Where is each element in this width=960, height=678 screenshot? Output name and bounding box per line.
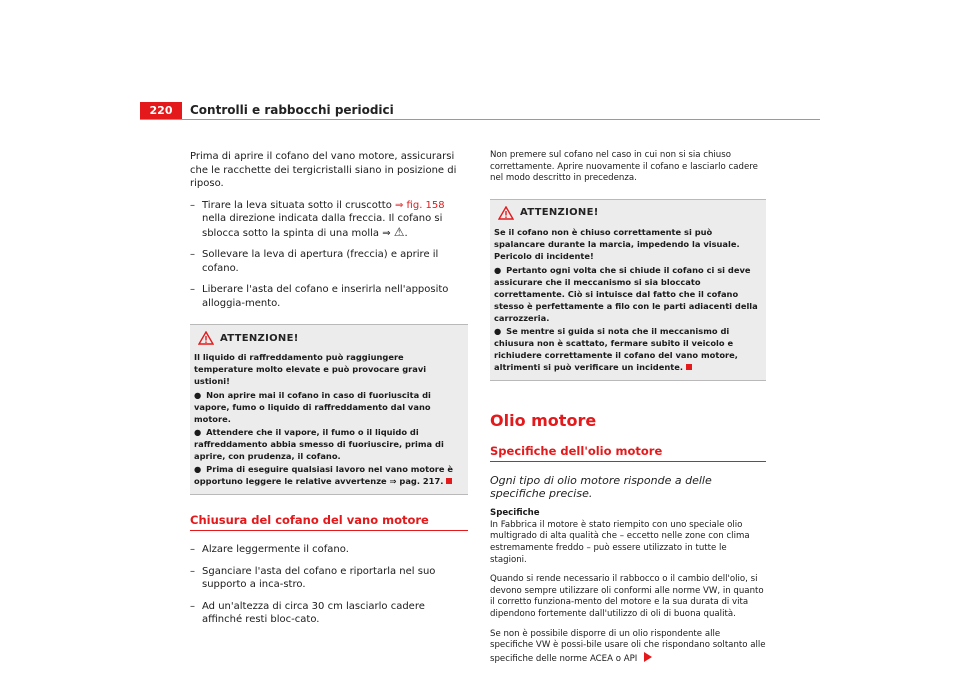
- warning-box: [190, 324, 468, 495]
- header-divider: [140, 119, 820, 120]
- intro-paragraph: Non premere sul cofano nel caso in cui non si sia chiuso correttamente. Aprire nuovamente il cofano e lasciarlo cadere nel modo descritto in precedenza.: [490, 150, 758, 184]
- step-item: [190, 283, 468, 310]
- end-marker-icon: [446, 478, 452, 484]
- step-item: [190, 543, 468, 557]
- step-item: [190, 248, 468, 275]
- dash-marker: –: [190, 600, 195, 612]
- step-text: Alzare leggermente il cofano.: [202, 544, 349, 555]
- warning-triangle-icon: [498, 206, 514, 220]
- body-paragraph-text: Se non è possibile disporre di un olio rispondente alle specifiche VW è possi-bile usare oli che rispondano soltanto alle specifiche delle norme ACEA o API: [490, 628, 766, 664]
- section-lead: Ogni tipo di olio motore risponde a delle specifiche precise.: [490, 473, 712, 500]
- warning-bullet: [194, 426, 464, 462]
- step-item: [190, 565, 468, 592]
- figure-link[interactable]: ⇒ fig. 158: [395, 199, 445, 211]
- warning-bullet-text: Pertanto ogni volta che si chiude il cofano ci si deve assicurare che il meccanismo si sia bloccato correttamente. Ciò si intuisce dal fatto che il cofano stesso è perfettamente a filo con le parti adiacenti della carrozzeria.: [494, 264, 758, 323]
- section-title: Chiusura del cofano del vano motore: [190, 513, 468, 531]
- step-item: [190, 600, 468, 627]
- warning-bullet: [494, 325, 762, 373]
- body-paragraph: Quando si rende necessario il rabbocco o il cambio dell'olio, si devono sempre utilizzare oli conformi alle norme VW, in quanto il corretto funziona-mento del motore e la sua durata di vita dipendono fortemente dall'utilizzo di oli di buona qualità.: [490, 574, 764, 619]
- continue-arrow-icon: [643, 652, 652, 662]
- dash-marker: –: [190, 284, 195, 295]
- bullet-icon: ●: [494, 264, 502, 275]
- warning-title: ATTENZIONE!: [520, 207, 599, 219]
- warning-bullet-text: Se mentre si guida si nota che il meccanismo di chiusura non è scattato, fermare subito il veicolo e richiudere correttamente il cofano del vano motore, altrimenti si può verificare un incidente.: [494, 325, 738, 372]
- warning-box: [490, 199, 766, 381]
- step-text-part: .: [404, 227, 408, 239]
- step-text-part: Tirare la leva situata sotto il cruscotto: [202, 199, 395, 211]
- bullet-icon: ●: [194, 464, 202, 474]
- step-text-part: nella direzione indicata dalla freccia. Il cofano si sblocca sotto la spinta di una molla ⇒: [202, 213, 443, 239]
- step-text: Ad un'altezza di circa 30 cm lasciarlo cadere affinché resti bloc-cato.: [202, 600, 425, 625]
- body-paragraph: [490, 629, 766, 666]
- step-item: [190, 199, 468, 241]
- section-title: Specifiche dell'olio motore: [490, 444, 766, 462]
- chapter-title: Olio motore: [490, 410, 597, 430]
- step-text: [202, 199, 468, 241]
- bullet-icon: ●: [494, 325, 502, 336]
- warning-bullet-text: Prima di eseguire qualsiasi lavoro nel vano motore è opportuno leggere le relative avvertenze ⇒ pag. 217.: [194, 464, 454, 486]
- warning-bullet: [194, 389, 464, 425]
- left-column: [190, 150, 468, 635]
- step-text: Liberare l'asta del cofano e inserirla nell'apposito alloggia-mento.: [202, 284, 449, 309]
- right-column: [490, 150, 766, 673]
- warning-triangle-icon: ⚠: [393, 224, 405, 239]
- warning-bullet: [194, 463, 464, 487]
- warning-title: ATTENZIONE!: [220, 332, 299, 344]
- dash-marker: –: [190, 199, 195, 211]
- warning-bullet-text: Non aprire mai il cofano in caso di fuoriuscita di vapore, fumo o liquido di raffreddamento dal vano motore.: [194, 390, 431, 424]
- intro-paragraph: Prima di aprire il cofano del vano motore, assicurarsi che le racchette dei tergicristalli siano in posizione di riposo.: [190, 151, 457, 189]
- body-paragraph: In Fabbrica il motore è stato riempito con uno speciale olio multigrado di alta qualità che – eccetto nelle zone con clima estremamente freddo – può essere utilizzato in tutte le stagioni.: [490, 519, 750, 565]
- warning-triangle-icon: [198, 331, 214, 345]
- bullet-icon: ●: [194, 427, 202, 437]
- dash-marker: –: [190, 544, 195, 555]
- warning-lead: Il liquido di raffreddamento può raggiungere temperature molto elevate e può provocare gravi ustioni!: [194, 352, 427, 386]
- dash-marker: –: [190, 249, 195, 260]
- page-number: 220: [140, 102, 182, 120]
- end-marker-icon: [686, 364, 692, 370]
- step-text: Sollevare la leva di apertura (freccia) e aprire il cofano.: [202, 249, 439, 274]
- dash-marker: –: [190, 565, 195, 577]
- bullet-icon: ●: [194, 390, 202, 400]
- subsection-title: Specifiche: [490, 507, 540, 518]
- warning-lead: Se il cofano non è chiuso correttamente si può spalancare durante la marcia, impedendo la visuale. Pericolo di incidente!: [494, 226, 740, 261]
- warning-header: [498, 206, 762, 220]
- warning-bullet: [494, 264, 762, 324]
- running-header: Controlli e rabbocchi periodici: [190, 103, 394, 117]
- warning-bullet-text: Attendere che il vapore, il fumo o il liquido di raffreddamento abbia smesso di fuoriuscire, prima di aprire, con prudenza, il cofano.: [194, 427, 444, 461]
- warning-header: [198, 331, 464, 345]
- step-text: Sganciare l'asta del cofano e riportarla nel suo supporto a inca-stro.: [202, 565, 436, 590]
